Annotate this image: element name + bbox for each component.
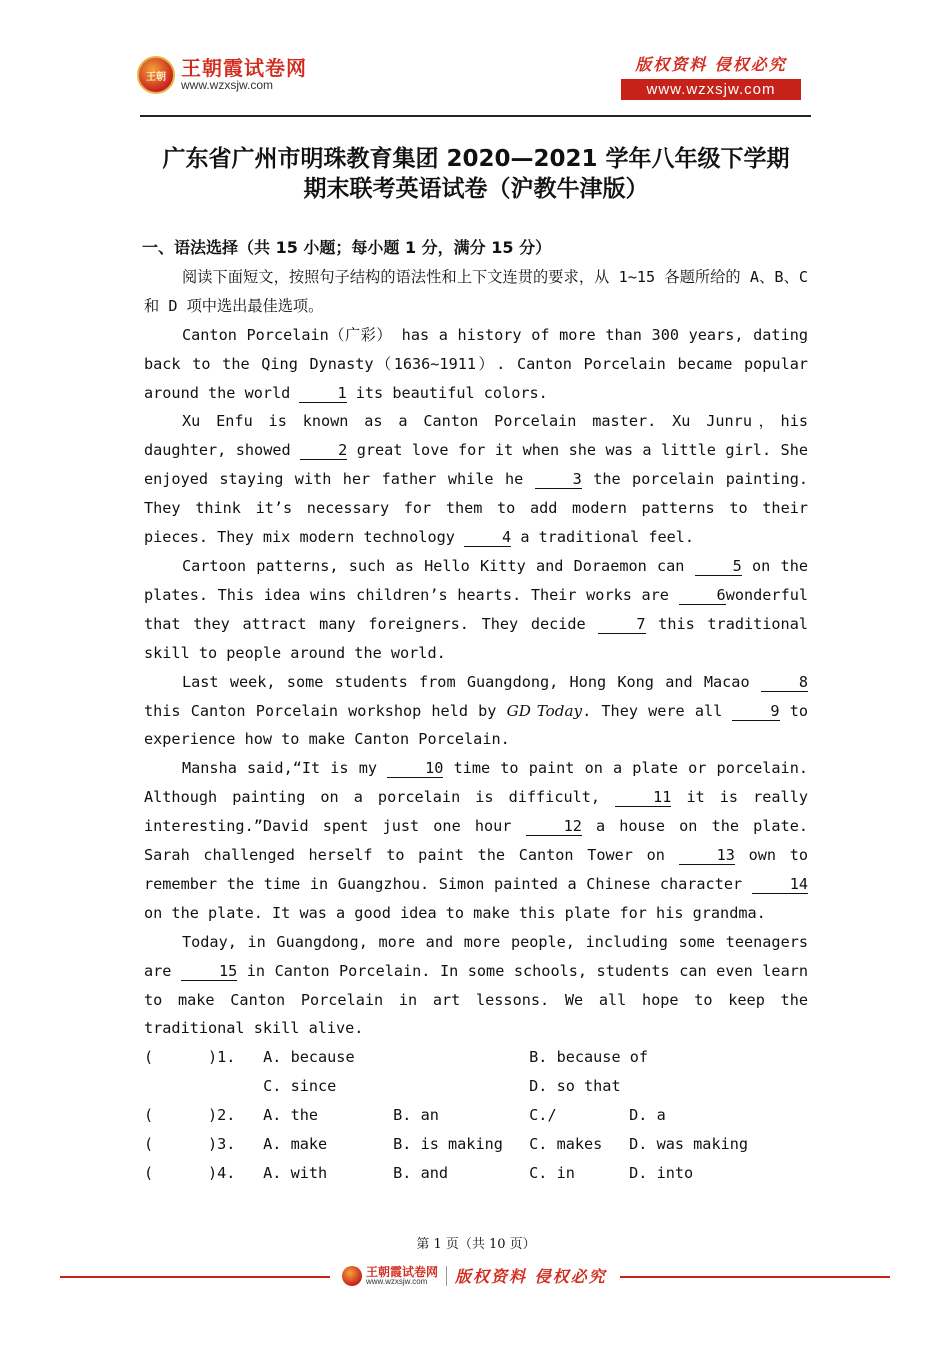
option-2-a[interactable]: A. the	[263, 1106, 319, 1125]
blank-14: 14	[752, 875, 808, 894]
question-number-4: 4.	[217, 1164, 236, 1182]
option-1-a[interactable]: A. because	[263, 1048, 355, 1067]
page-footer	[60, 1262, 890, 1292]
answer-bracket-2[interactable]: ( )	[144, 1106, 218, 1125]
logo-badge-icon: 王朝	[137, 56, 175, 94]
option-4-c[interactable]: C. in	[529, 1164, 575, 1182]
question-4-row	[144, 1159, 748, 1188]
passage-paragraph-4: Last week, some students from Guangdong, Hong Kong and Macao 8 this Canton Porcelain workshop held by GD Today. They were all 9 to experience how to make Canton Porcelain.	[144, 672, 808, 749]
footer-copyright: 版权资料 侵权必究	[455, 1267, 607, 1286]
blank-2: 2	[300, 441, 347, 460]
logo-name: 王朝霞试卷网	[181, 56, 307, 81]
blank-12: 12	[526, 817, 582, 836]
question-1-row-b	[144, 1072, 748, 1101]
footer-separator	[446, 1266, 447, 1286]
blank-7: 7	[598, 615, 645, 634]
blank-15: 15	[181, 962, 237, 981]
answer-bracket-3[interactable]: ( )	[144, 1135, 218, 1154]
blank-6: 6	[679, 586, 726, 605]
footer-line-right	[620, 1276, 890, 1278]
passage-paragraph-3: Cartoon patterns, such as Hello Kitty and Doraemon can 5 on the plates. This idea wins children’s hearts. Their works are 6wonderful that they attract many foreigners. They decide 7 this traditional skill to people around the world.	[144, 556, 808, 662]
footer-line-left	[60, 1276, 330, 1278]
blank-4: 4	[464, 528, 511, 547]
blank-9: 9	[732, 702, 779, 721]
option-3-a[interactable]: A. make	[263, 1135, 328, 1154]
answer-bracket-1[interactable]: ( )	[144, 1048, 218, 1067]
option-2-b[interactable]: B. an	[393, 1106, 439, 1125]
title-line-2: 期末联考英语试卷（沪教牛津版）	[303, 176, 649, 202]
header-divider	[140, 115, 811, 117]
blank-5: 5	[695, 557, 742, 576]
question-number-3: 3.	[217, 1135, 236, 1154]
passage-paragraph-6: Today, in Guangdong, more and more people, including some teenagers are 15 in Canton Porcelain. In some schools, students can even learn to make Canton Porcelain in art lessons. We all hope to keep the traditional skill alive.	[144, 932, 809, 1038]
question-number-2: 2.	[217, 1106, 236, 1125]
footer-logo-url[interactable]: www.wzxsjw.com	[366, 1276, 428, 1286]
passage-paragraph-5: Mansha said,“It is my 10 time to paint on a plate or porcelain. Although painting on a porcelain is difficult, 11 it is really interesting.”David spent just one hour 12 a house on the plate. Sarah challenged herself to paint the Canton Tower on 13 own to remember the time in Guangzhou. Simon painted a Chinese character 14 on the plate. It was a good idea to make this plate for his grandma.	[144, 759, 808, 922]
question-options	[144, 1043, 748, 1188]
question-number-1: 1.	[217, 1048, 236, 1067]
footer-logo-name: 王朝霞试卷网	[366, 1264, 439, 1279]
footer-brand	[334, 1264, 615, 1287]
copyright-box	[621, 52, 801, 100]
exam-content	[144, 234, 808, 1188]
site-logo[interactable]	[137, 56, 307, 94]
option-3-d[interactable]: D. was making	[629, 1135, 749, 1154]
section-heading: 一、语法选择（共 15 小题；每小题 1 分，满分 15 分）	[142, 238, 552, 257]
url-bar[interactable]: www.wzxsjw.com	[621, 79, 801, 100]
option-1-b[interactable]: B. because of	[529, 1048, 649, 1067]
blank-10: 10	[387, 759, 443, 778]
option-4-a[interactable]: A. with	[263, 1164, 328, 1182]
question-3-row	[144, 1130, 748, 1159]
gd-today-text: GD Today	[506, 701, 583, 720]
passage-paragraph-2: Xu Enfu is known as a Canton Porcelain master. Xu Junru，his daughter, showed 2 great love for it when she was a little girl. She enjoyed staying with her father while he 3 the porcelain painting. They think it’s necessary for them to add modern patterns to their pieces. They mix modern technology 4 a traditional feel.	[144, 412, 808, 547]
logo-url[interactable]: www.wzxsjw.com	[181, 78, 274, 93]
blank-8: 8	[761, 673, 808, 692]
title-line-1: 广东省广州市明珠教育集团 2020—2021 学年八年级下学期	[162, 146, 790, 172]
option-1-c[interactable]: C. since	[263, 1077, 337, 1096]
page-number: 第 1 页（共 10 页）	[416, 1237, 536, 1252]
option-3-c[interactable]: C. makes	[529, 1135, 603, 1154]
question-2-row	[144, 1101, 748, 1130]
option-1-d[interactable]: D. so that	[529, 1077, 621, 1096]
footer-logo-icon	[342, 1266, 362, 1286]
question-1-row-a	[144, 1043, 748, 1072]
option-3-b[interactable]: B. is making	[393, 1135, 503, 1154]
page-title	[140, 144, 812, 204]
answer-bracket-4[interactable]: ( )	[144, 1164, 218, 1182]
option-4-b[interactable]: B. and	[393, 1164, 449, 1182]
instruction-paragraph: 阅读下面短文，按照句子结构的语法性和上下文连贯的要求，从 1~15 各题所给的 A、B、C 和 D 项中选出最佳选项。	[144, 267, 808, 315]
copyright-text: 版权资料 侵权必究	[635, 55, 787, 74]
option-2-d[interactable]: D. a	[629, 1106, 666, 1125]
option-4-d[interactable]: D. into	[629, 1164, 694, 1182]
option-2-c[interactable]: C./	[529, 1106, 557, 1125]
blank-11: 11	[615, 788, 671, 807]
passage-paragraph-1: Canton Porcelain（广彩） has a history of more than 300 years, dating back to the Qing Dynasty（1636~1911）. Canton Porcelain became popular around the world 1 its beautiful colors.	[144, 325, 808, 402]
page-header	[137, 52, 811, 116]
blank-13: 13	[679, 846, 735, 865]
blank-3: 3	[535, 470, 582, 489]
blank-1: 1	[299, 384, 346, 403]
